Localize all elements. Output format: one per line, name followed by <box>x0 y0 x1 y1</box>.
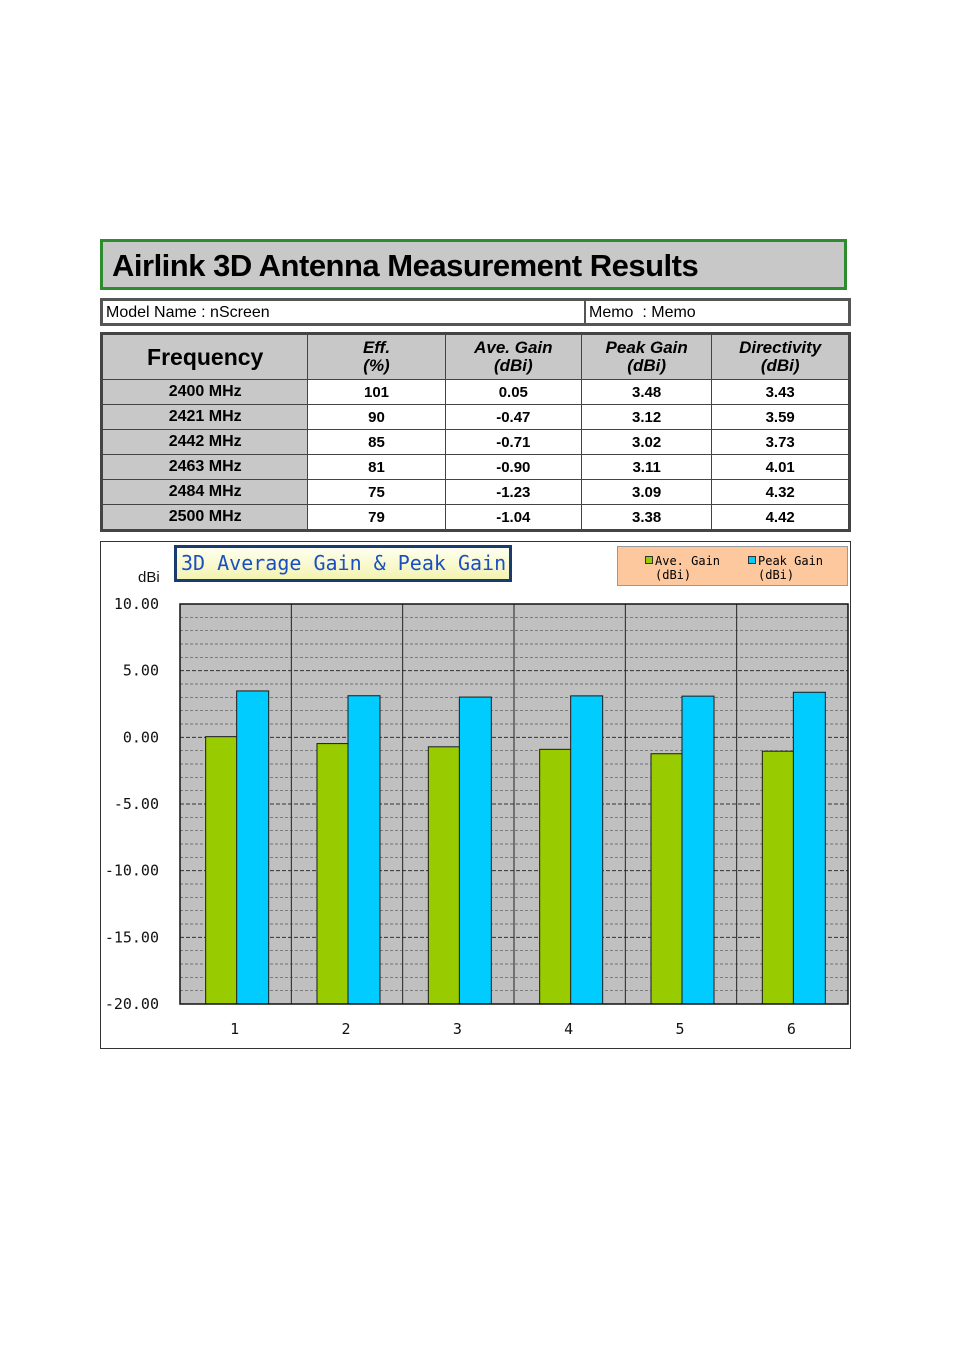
legend-unit-peak-gain: (dBi) <box>758 568 795 582</box>
x-tick-label: 4 <box>564 1020 574 1038</box>
cell-ave-gain: -1.04 <box>445 505 581 531</box>
bar-peak-gain <box>237 691 269 1004</box>
cell-directivity: 4.01 <box>712 455 850 480</box>
bar-ave-gain <box>428 747 460 1004</box>
legend-item-ave-gain <box>645 554 720 582</box>
legend-item-peak-gain <box>748 554 823 582</box>
chart-legend <box>617 546 848 586</box>
y-tick-label: -15.00 <box>104 928 159 947</box>
table-row <box>102 480 850 505</box>
cell-peak-gain: 3.12 <box>581 405 711 430</box>
cell-frequency: 2500 MHz <box>102 505 308 531</box>
y-axis-label: dBi <box>138 569 160 586</box>
cell-ave-gain: -0.90 <box>445 455 581 480</box>
y-tick-label: -10.00 <box>104 861 159 880</box>
bar-peak-gain <box>348 696 380 1004</box>
table-row <box>102 405 850 430</box>
report-title-box <box>100 239 847 290</box>
cell-frequency: 2421 MHz <box>102 405 308 430</box>
memo-field: Memo : Memo <box>585 300 849 324</box>
header-peak-gain: Peak Gain (dBi) <box>581 334 711 380</box>
y-tick-label: 5.00 <box>122 661 159 680</box>
bar-ave-gain <box>206 737 238 1004</box>
gain-chart-canvas <box>101 542 850 1048</box>
table-row <box>102 380 850 405</box>
cell-ave-gain: -1.23 <box>445 480 581 505</box>
cell-eff: 101 <box>308 380 445 405</box>
cell-directivity: 4.42 <box>712 505 850 531</box>
legend-label-ave-gain: Ave. Gain <box>655 554 721 568</box>
y-tick-label: -20.00 <box>104 995 159 1013</box>
bar-peak-gain <box>793 692 825 1004</box>
table-row <box>102 505 850 531</box>
cell-directivity: 3.43 <box>712 380 850 405</box>
cell-frequency: 2463 MHz <box>102 455 308 480</box>
y-tick-label: 0.00 <box>122 728 159 747</box>
cell-directivity: 3.59 <box>712 405 850 430</box>
info-row <box>100 298 851 326</box>
cell-frequency: 2442 MHz <box>102 430 308 455</box>
bar-peak-gain <box>459 697 491 1004</box>
legend-unit-ave-gain: (dBi) <box>655 568 692 582</box>
chart-title: 3D Average Gain & Peak Gain <box>174 545 512 582</box>
header-directivity: Directivity (dBi) <box>712 334 850 380</box>
cell-peak-gain: 3.48 <box>581 380 711 405</box>
bar-peak-gain <box>682 696 714 1004</box>
measurement-table <box>100 332 851 532</box>
bar-ave-gain <box>762 751 794 1004</box>
y-tick-label: -5.00 <box>113 795 159 813</box>
cell-peak-gain: 3.02 <box>581 430 711 455</box>
table-header-row <box>102 334 850 380</box>
cell-peak-gain: 3.09 <box>581 480 711 505</box>
model-name-field: Model Name : nScreen <box>102 300 585 324</box>
cell-eff: 75 <box>308 480 445 505</box>
bar-ave-gain <box>317 744 349 1004</box>
y-tick-label: 10.00 <box>113 595 159 613</box>
header-ave-gain: Ave. Gain (dBi) <box>445 334 581 380</box>
cell-peak-gain: 3.38 <box>581 505 711 531</box>
table-row <box>102 430 850 455</box>
cell-frequency: 2484 MHz <box>102 480 308 505</box>
x-tick-label: 3 <box>452 1020 462 1038</box>
x-tick-label: 5 <box>675 1020 685 1038</box>
x-tick-label: 2 <box>341 1020 351 1038</box>
report-title: Airlink 3D Antenna Measurement Results <box>112 248 699 283</box>
cell-directivity: 3.73 <box>712 430 850 455</box>
cell-eff: 81 <box>308 455 445 480</box>
cell-peak-gain: 3.11 <box>581 455 711 480</box>
cell-eff: 90 <box>308 405 445 430</box>
header-eff: Eff. (%) <box>308 334 445 380</box>
legend-swatch-ave-gain <box>645 556 653 564</box>
x-tick-label: 6 <box>786 1020 796 1038</box>
gain-chart <box>100 541 851 1049</box>
cell-directivity: 4.32 <box>712 480 850 505</box>
bar-peak-gain <box>571 696 603 1004</box>
cell-ave-gain: -0.71 <box>445 430 581 455</box>
cell-ave-gain: 0.05 <box>445 380 581 405</box>
cell-frequency: 2400 MHz <box>102 380 308 405</box>
table-row <box>102 455 850 480</box>
cell-eff: 85 <box>308 430 445 455</box>
bar-ave-gain <box>651 754 683 1004</box>
legend-swatch-peak-gain <box>748 556 756 564</box>
x-tick-label: 1 <box>230 1020 240 1038</box>
cell-ave-gain: -0.47 <box>445 405 581 430</box>
cell-eff: 79 <box>308 505 445 531</box>
legend-label-peak-gain: Peak Gain <box>758 554 824 568</box>
bar-ave-gain <box>540 749 572 1004</box>
header-frequency: Frequency <box>102 334 308 380</box>
